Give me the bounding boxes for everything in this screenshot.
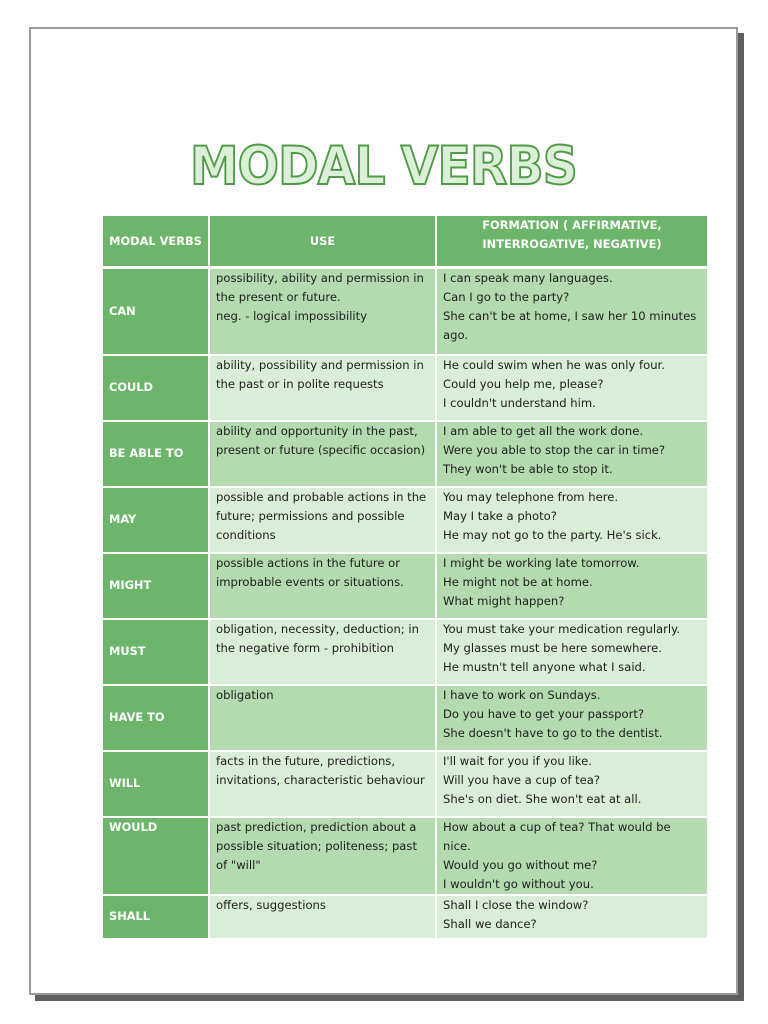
modal-verb-cell: SHALL <box>103 895 209 939</box>
modal-verb-cell: CAN <box>103 268 209 355</box>
formation-cell <box>436 421 707 487</box>
use-line: present or future (specific occasion) <box>216 442 426 457</box>
modal-verb-cell: WOULD <box>103 817 209 895</box>
use-cell <box>209 421 436 487</box>
use-cell <box>209 487 436 553</box>
use-line: ability and opportunity in the past, <box>216 423 418 438</box>
use-line: invitations, characteristic behaviour <box>216 772 425 787</box>
header-use: USE <box>209 216 436 268</box>
example-sentence: Could you help me, please? <box>443 376 604 391</box>
header-modal-verbs: MODAL VERBS <box>103 216 209 268</box>
example-sentence: May I take a photo? <box>443 508 557 523</box>
use-cell <box>209 553 436 619</box>
example-sentence: I have to work on Sundays. <box>443 687 601 702</box>
example-sentence: He might not be at home. <box>443 574 593 589</box>
formation-cell <box>436 355 707 421</box>
use-cell <box>209 268 436 355</box>
example-sentence: I couldn't understand him. <box>443 395 596 410</box>
example-sentence: How about a cup of tea? That would be <box>443 819 671 834</box>
formation-cell <box>436 553 707 619</box>
modal-verb-cell: HAVE TO <box>103 685 209 751</box>
table-body <box>103 268 707 939</box>
example-sentence: nice. <box>443 838 471 853</box>
example-sentence: She's on diet. She won't eat at all. <box>443 791 642 806</box>
table-row <box>103 421 707 487</box>
table-row <box>103 487 707 553</box>
example-sentence: My glasses must be here somewhere. <box>443 640 662 655</box>
modal-verb-cell: MIGHT <box>103 553 209 619</box>
example-sentence: You may telephone from here. <box>443 489 619 504</box>
table-row <box>103 751 707 817</box>
use-line: of "will" <box>216 857 261 872</box>
formation-cell <box>436 751 707 817</box>
example-sentence: Were you able to stop the car in time? <box>443 442 666 457</box>
example-sentence: She can't be at home, I saw her 10 minutes <box>443 309 697 323</box>
example-sentence: What might happen? <box>443 593 565 608</box>
modal-verb-cell: BE ABLE TO <box>103 421 209 487</box>
document-page <box>29 27 738 995</box>
table-row <box>103 268 707 355</box>
formation-cell <box>436 685 707 751</box>
use-line: possible situation; politeness; past <box>216 838 417 853</box>
modal-verb-cell: WILL <box>103 751 209 817</box>
use-cell <box>209 685 436 751</box>
use-cell <box>209 355 436 421</box>
modal-verb-cell: MAY <box>103 487 209 553</box>
use-line: possibility, ability and permission in <box>216 271 424 285</box>
use-line: ability, possibility and permission in <box>216 357 424 372</box>
example-sentence: She doesn't have to go to the dentist. <box>443 725 663 740</box>
use-cell <box>209 895 436 939</box>
example-sentence: Shall I close the window? <box>443 897 589 912</box>
formation-cell <box>436 487 707 553</box>
use-line: obligation, necessity, deduction; in <box>216 621 419 636</box>
example-sentence: Will you have a cup of tea? <box>443 772 601 787</box>
use-line: facts in the future, predictions, <box>216 753 396 768</box>
example-sentence: I wouldn't go without you. <box>443 876 594 891</box>
use-line: improbable events or situations. <box>216 574 404 589</box>
use-line: possible and probable actions in the <box>216 489 427 504</box>
use-line: possible actions in the future or <box>216 555 401 570</box>
table-header-row <box>103 216 707 268</box>
use-cell <box>209 619 436 685</box>
page-title: MODAL VERBS <box>189 136 577 197</box>
example-sentence: I am able to get all the work done. <box>443 423 644 438</box>
modal-verbs-table <box>103 216 707 940</box>
use-line: obligation <box>216 687 274 702</box>
use-line: future; permissions and possible <box>216 508 405 523</box>
table-row <box>103 355 707 421</box>
use-line: the present or future. <box>216 290 341 304</box>
use-line: the past or in polite requests <box>216 376 384 391</box>
example-sentence: They won't be able to stop it. <box>443 461 613 476</box>
use-cell <box>209 751 436 817</box>
example-sentence: Do you have to get your passport? <box>443 706 645 721</box>
example-sentence: He may not go to the party. He's sick. <box>443 527 662 542</box>
formation-cell <box>436 817 707 895</box>
use-line: the negative form - prohibition <box>216 640 395 655</box>
example-sentence: I can speak many languages. <box>443 271 613 285</box>
formation-cell <box>436 268 707 355</box>
example-sentence: I'll wait for you if you like. <box>443 753 592 768</box>
example-sentence: He mustn't tell anyone what I said. <box>443 659 646 674</box>
example-sentence: You must take your medication regularly. <box>443 621 681 636</box>
table-row <box>103 619 707 685</box>
use-line: conditions <box>216 527 276 542</box>
example-sentence: He could swim when he was only four. <box>443 357 665 372</box>
table-row <box>103 895 707 939</box>
use-cell <box>209 817 436 895</box>
use-line: past prediction, prediction about a <box>216 819 417 834</box>
example-sentence: I might be working late tomorrow. <box>443 555 640 570</box>
table-row <box>103 817 707 895</box>
modal-verb-cell: MUST <box>103 619 209 685</box>
table-row <box>103 685 707 751</box>
example-sentence: Can I go to the party? <box>443 290 570 304</box>
modal-verb-cell: COULD <box>103 355 209 421</box>
use-line: offers, suggestions <box>216 897 326 912</box>
table-row <box>103 553 707 619</box>
formation-cell <box>436 895 707 939</box>
header-formation: FORMATION ( AFFIRMATIVE, INTERROGATIVE, NEGATIVE) <box>436 216 707 268</box>
example-sentence: ago. <box>443 328 469 342</box>
use-line: neg. - logical impossibility <box>216 309 368 323</box>
example-sentence: Would you go without me? <box>443 857 598 872</box>
formation-cell <box>436 619 707 685</box>
example-sentence: Shall we dance? <box>443 916 537 931</box>
